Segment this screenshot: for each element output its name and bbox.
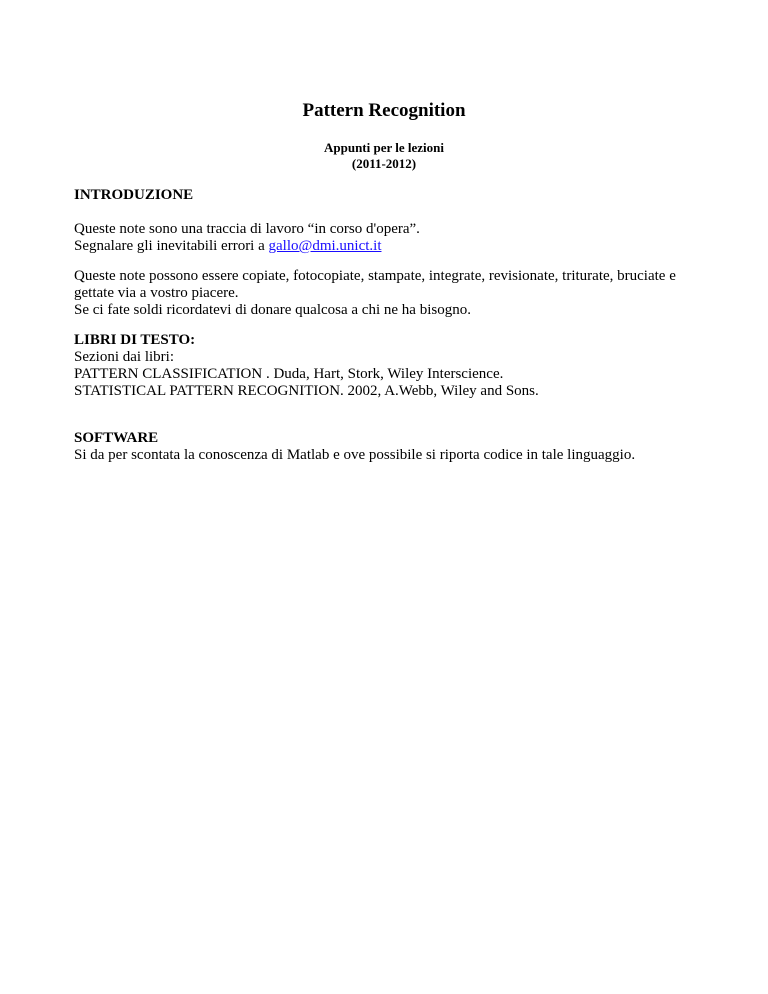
software-text: Si da per scontata la conoscenza di Matlab e ove possibile si riporta codice in tale linguaggio. (74, 447, 636, 463)
email-link[interactable]: gallo@dmi.unict.it (268, 238, 382, 254)
textbooks-intro: Sezioni dai libri: (74, 349, 174, 365)
textbooks-heading: LIBRI DI TESTO: (74, 332, 196, 348)
intro-line-2 (74, 238, 381, 255)
textbook-item-2: STATISTICAL PATTERN RECOGNITION. 2002, A.Webb, Wiley and Sons. (74, 383, 539, 399)
intro-line-3: Queste note possono essere copiate, fotocopiate, stampate, integrate, revisionate, triturate, bruciate e (74, 268, 676, 284)
document-year: (2011-2012) (351, 156, 417, 171)
intro-heading: INTRODUZIONE (74, 187, 194, 203)
intro-line-1: Queste note sono una traccia di lavoro “in corso d'opera”. (74, 221, 420, 237)
software-heading: SOFTWARE (74, 430, 159, 446)
textbook-item-1: PATTERN CLASSIFICATION . Duda, Hart, Stork, Wiley Interscience. (74, 366, 504, 382)
intro-line-5: Se ci fate soldi ricordatevi di donare qualcosa a chi ne ha bisogno. (74, 302, 471, 318)
intro-line-4: gettate via a vostro piacere. (74, 285, 239, 301)
document-title: Pattern Recognition (302, 100, 466, 121)
intro-line-2-prefix: Segnalare gli inevitabili errori a (74, 238, 269, 254)
document-subtitle: Appunti per le lezioni (323, 140, 445, 155)
